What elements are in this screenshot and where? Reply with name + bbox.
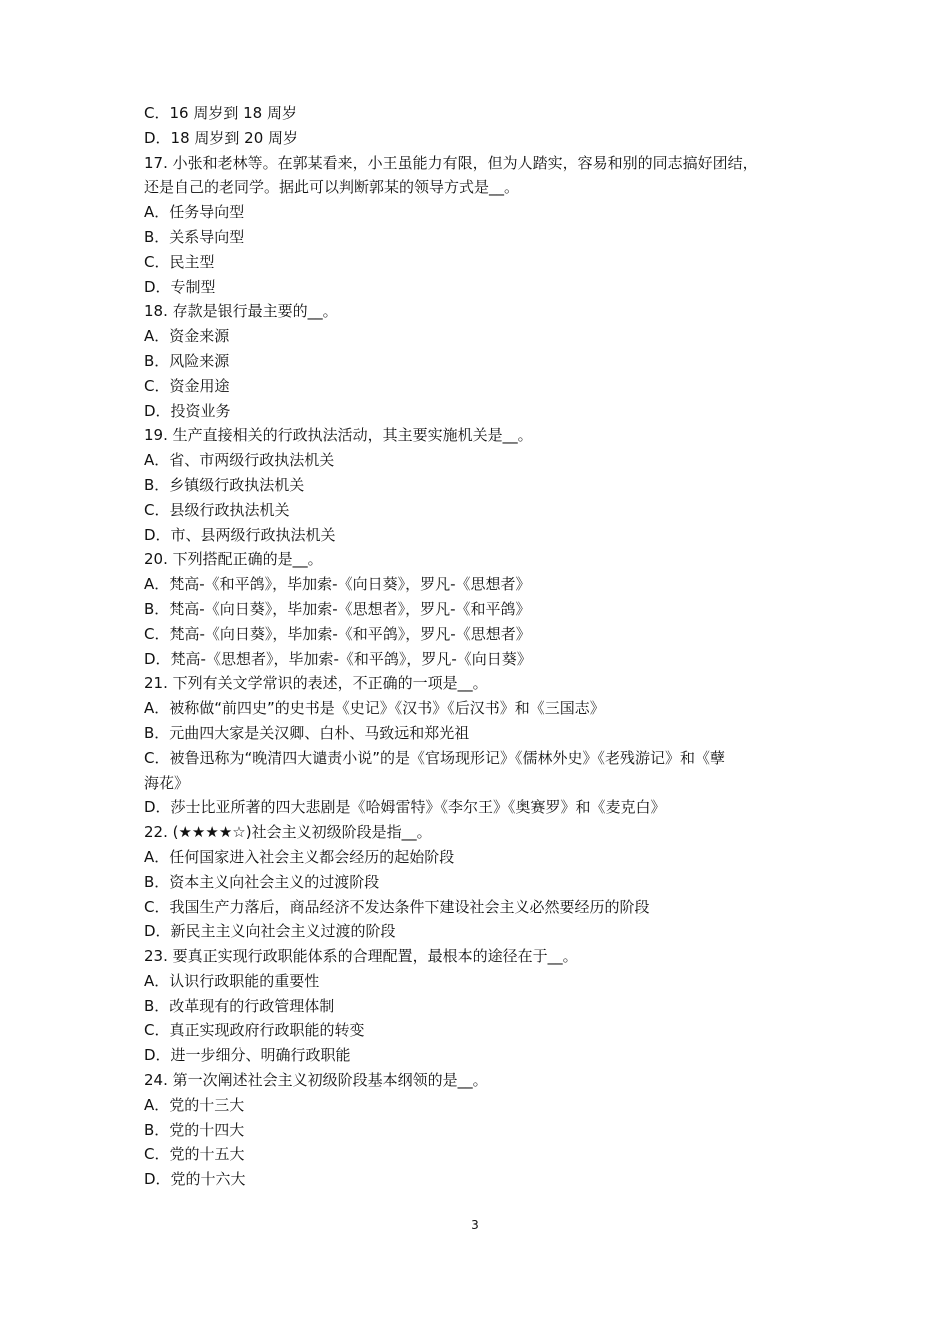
option-a: A．党的十三大 (144, 1095, 245, 1114)
option-a: A．资金来源 (144, 327, 230, 346)
option-b: B．关系导向型 (144, 227, 245, 246)
page-number: 3 (471, 1218, 479, 1232)
option-d: D．市、县两级行政执法机关 (144, 525, 336, 544)
option-c: C．党的十五大 (144, 1145, 245, 1164)
question-19: 19. 生产直接相关的行政执法活动，其主要实施机关是__。 (144, 426, 533, 445)
option-b: B．乡镇级行政执法机关 (144, 475, 305, 494)
text-line: D．18 周岁到 20 周岁 (144, 128, 299, 147)
option-a: A．任务导向型 (144, 203, 245, 222)
question-21: 21. 下列有关文学常识的表述，不正确的一项是__。 (144, 674, 488, 693)
option-b: B．风险来源 (144, 351, 230, 370)
option-c: C．资金用途 (144, 376, 230, 395)
option-d: D．党的十六大 (144, 1170, 246, 1189)
text-line: 海花》 (144, 773, 190, 792)
option-c: C．梵高-《向日葵》，毕加索-《和平鸽》，罗凡-《思想者》 (144, 624, 531, 643)
option-c: C．县级行政执法机关 (144, 500, 290, 519)
option-d: D．投资业务 (144, 401, 231, 420)
option-d: D．新民主主义向社会主义过渡的阶段 (144, 922, 396, 941)
option-a: A．任何国家进入社会主义都会经历的起始阶段 (144, 847, 455, 866)
question-23: 23. 要真正实现行政职能体系的合理配置，最根本的途径在于__。 (144, 947, 578, 966)
question-20: 20. 下列搭配正确的是__。 (144, 550, 323, 569)
option-b: B．党的十四大 (144, 1120, 245, 1139)
option-d: D．进一步细分、明确行政职能 (144, 1046, 351, 1065)
question-22: 22. (★★★★☆)社会主义初级阶段是指__。 (144, 823, 432, 842)
question-18: 18. 存款是银行最主要的__。 (144, 302, 338, 321)
option-b: B．资本主义向社会主义的过渡阶段 (144, 872, 380, 891)
document-body (144, 101, 816, 1192)
text-line: 还是自己的老同学。据此可以判断郭某的领导方式是__。 (144, 178, 520, 197)
option-d: D．莎士比亚所著的四大悲剧是《哈姆雷特》《李尔王》《奥赛罗》和《麦克白》 (144, 798, 666, 817)
option-c: C．被鲁迅称为“晚清四大谴责小说”的是《官场现形记》《儒林外史》《老残游记》和《孽 (144, 748, 726, 767)
option-a: A．被称做“前四史”的史书是《史记》《汉书》《后汉书》和《三国志》 (144, 699, 605, 718)
option-b: B．元曲四大家是关汉卿、白朴、马致远和郑光祖 (144, 723, 470, 742)
option-a: A．梵高-《和平鸽》，毕加索-《向日葵》，罗凡-《思想者》 (144, 575, 531, 594)
option-d: D．专制型 (144, 277, 216, 296)
option-a: A．认识行政职能的重要性 (144, 971, 320, 990)
option-b: B．改革现有的行政管理体制 (144, 996, 335, 1015)
option-a: A．省、市两级行政执法机关 (144, 451, 335, 470)
option-d: D．梵高-《思想者》，毕加索-《和平鸽》，罗凡-《向日葵》 (144, 649, 532, 668)
question-24: 24. 第一次阐述社会主义初级阶段基本纲领的是__。 (144, 1071, 488, 1090)
option-b: B．梵高-《向日葵》，毕加索-《思想者》，罗凡-《和平鸽》 (144, 599, 531, 618)
text-line: C．16 周岁到 18 周岁 (144, 104, 297, 122)
option-c: C．真正实现政府行政职能的转变 (144, 1021, 365, 1040)
option-c: C．民主型 (144, 252, 215, 271)
option-c: C．我国生产力落后，商品经济不发达条件下建设社会主义必然要经历的阶段 (144, 897, 650, 916)
question-17: 17. 小张和老林等。在郭某看来，小王虽能力有限，但为人踏实，容易和别的同志搞好团结， (144, 153, 758, 172)
